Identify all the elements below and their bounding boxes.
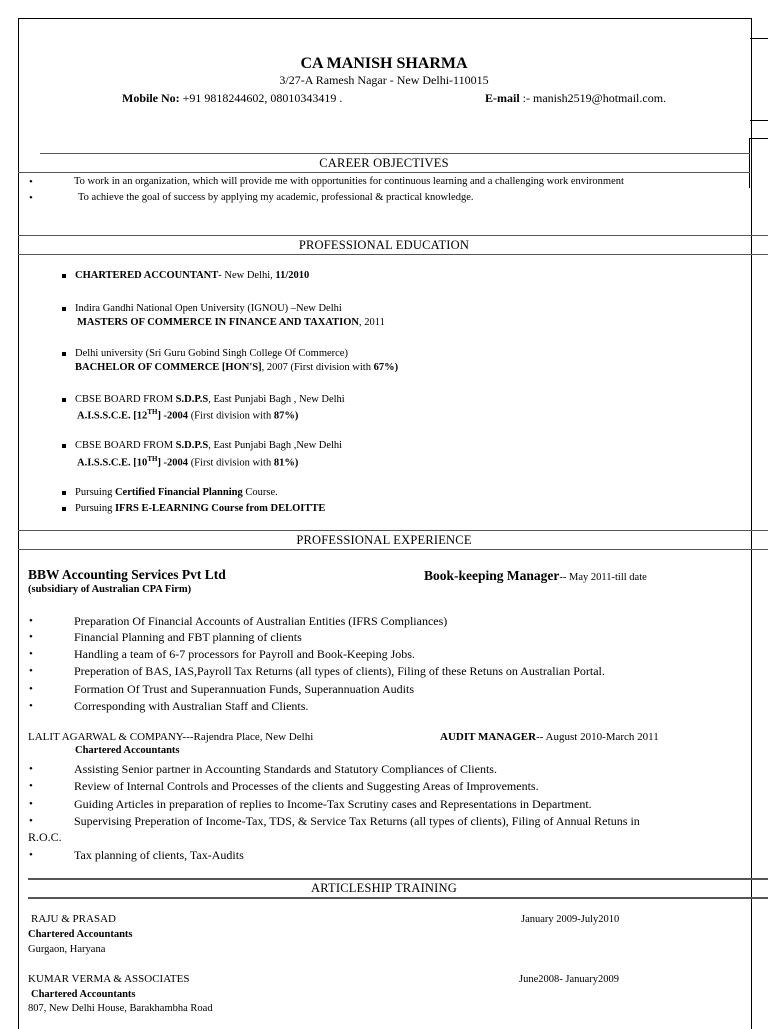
edu-aissce10-a: A.I.S.S.C.E. [10 (77, 457, 148, 469)
address: 3/27-A Ramesh Nagar - New Delhi-110015 (279, 73, 489, 87)
edu-cfp (75, 487, 278, 498)
job2-item: Review of Internal Controls and Processes of the clients and Suggesting Areas of Improvements. (74, 779, 539, 793)
career-item: To work in an organization, which will provide me with opportunities for continuous learning and a challenging work environment (74, 176, 624, 187)
job1-role-line (424, 567, 647, 585)
edu-cbse12-school: S.D.P.S (175, 394, 209, 405)
job2-roc: R.O.C. (28, 830, 62, 844)
edu-aissce12-b: ] -2004 (157, 410, 189, 422)
job2-role-line (440, 731, 659, 743)
edu-cbse12-pre: CBSE BOARD FROM (75, 394, 176, 405)
bullet (62, 352, 66, 356)
edu-cbse12 (75, 394, 345, 405)
edge-mark (750, 38, 768, 39)
bullet (62, 307, 66, 311)
bullet: • (29, 780, 33, 792)
job1-item: Preperation of BAS, IAS,Payroll Tax Returns (all types of clients), Filing of these Retuns on Australian Portal. (74, 664, 605, 678)
firm2-date: June2008- January2009 (519, 974, 620, 985)
job1-item: Handling a team of 6-7 processors for Payroll and Book-Keeping Jobs. (74, 647, 415, 661)
mobile-line (122, 91, 342, 106)
bullet: • (29, 615, 33, 627)
bullet: • (29, 683, 33, 695)
bullet: • (29, 700, 33, 712)
firm1-location: Gurgaon, Haryana (28, 944, 106, 955)
edu-bcom-title: BACHELOR OF COMMERCE [HON'S] (75, 362, 262, 373)
edu-ca-place: - New Delhi, (218, 270, 276, 281)
edu-aissce12-sup: TH (147, 408, 158, 416)
bullet: • (29, 648, 33, 660)
education-title: PROFESSIONAL EDUCATION (298, 238, 470, 252)
bullet: • (29, 763, 33, 775)
job2-item: Tax planning of clients, Tax-Audits (74, 848, 244, 862)
bullet: • (29, 192, 33, 204)
edu-ca (75, 270, 309, 281)
edge-mark (750, 120, 768, 121)
edu-ca-date: 11/2010 (275, 270, 310, 281)
edu-ifrs-course: IFRS E-LEARNING Course from DELOITTE (114, 503, 326, 514)
edu-aissce10-b: ] -2004 (157, 457, 189, 469)
edu-aissce12-rest: (First division with (188, 410, 274, 422)
email-label: E-mail (485, 91, 520, 105)
job2-item: Assisting Senior partner in Accounting Standards and Statutory Compliances of Clients. (74, 762, 497, 776)
bullet (62, 491, 66, 495)
firm1-name: RAJU & PRASAD (31, 913, 116, 925)
bullet: • (29, 631, 33, 643)
edu-bcom-detail: , 2007 (First division with (261, 362, 374, 373)
divider (28, 878, 768, 880)
mobile-value: +91 9818244602, 08010343419 . (182, 91, 343, 105)
bullet: • (29, 798, 33, 810)
bullet: • (29, 849, 33, 861)
job1-company: BBW Accounting Services Pvt Ltd (28, 567, 226, 582)
edu-bcom (75, 362, 398, 373)
job1-item: Preparation Of Financial Accounts of Australian Entities (IFRS Compliances) (74, 614, 448, 628)
career-title: CAREER OBJECTIVES (319, 156, 449, 170)
divider (40, 153, 750, 154)
edu-cbse10 (75, 440, 342, 451)
bullet: • (29, 815, 33, 827)
bullet (62, 444, 66, 448)
job2-date: -- August 2010-March 2011 (536, 731, 659, 743)
divider (18, 530, 768, 531)
divider (18, 549, 768, 550)
edu-aissce10-pct: 81%) (273, 457, 299, 469)
firm2-name: KUMAR VERMA & ASSOCIATES (28, 973, 190, 985)
edu-aissce12-a: A.I.S.S.C.E. [12 (77, 410, 148, 422)
candidate-name: CA MANISH SHARMA (300, 55, 468, 72)
firm2-location: 807, New Delhi House, Barakhambha Road (28, 1003, 213, 1014)
edu-cfp-pre: Pursuing (75, 487, 115, 498)
edu-ifrs-pre: Pursuing (75, 503, 115, 514)
email-line (485, 91, 666, 106)
edu-bcom-pct: 67%) (373, 362, 399, 373)
edu-aissce10 (77, 455, 298, 469)
job1-date: -- May 2011-till date (559, 572, 647, 583)
articleship-title: ARTICLESHIP TRAINING (311, 881, 457, 895)
edu-cbse10-school: S.D.P.S (175, 440, 209, 451)
edge-mark (750, 138, 768, 139)
edu-cfp-post: Course. (242, 487, 278, 498)
bullet (62, 507, 66, 511)
bullet (62, 398, 66, 402)
job2-item: Supervising Preperation of Income-Tax, TDS, & Service Tax Returns (all types of clients), Filing of Annual Retuns in (74, 814, 640, 828)
job2-role: AUDIT MANAGER (440, 731, 537, 743)
bullet: • (29, 176, 33, 188)
job1-item: Formation Of Trust and Superannuation Funds, Superannuation Audits (74, 682, 414, 696)
job1-role: Book-keeping Manager (424, 568, 560, 583)
job1-item: Corresponding with Australian Staff and Clients. (74, 699, 309, 713)
email-value: :- manish2519@hotmail.com. (522, 91, 667, 105)
divider (18, 235, 768, 236)
job1-subsidiary: (subsidiary of Australian CPA Firm) (28, 584, 192, 595)
edu-ignou: Indira Gandhi National Open University (IGNOU) –New Delhi (75, 303, 342, 314)
edu-mcom-title: MASTERS OF COMMERCE IN FINANCE AND TAXATION (77, 317, 359, 328)
firm1-subtitle: Chartered Accountants (28, 929, 133, 940)
edu-cbse12-place: , East Punjabi Bagh , New Delhi (208, 394, 345, 405)
edu-aissce12 (77, 408, 298, 422)
edu-aissce10-rest: (First division with (188, 457, 274, 469)
edu-ifrs (75, 503, 325, 514)
edu-cfp-course: Certified Financial Planning (114, 487, 243, 498)
edu-cbse10-place: , East Punjabi Bagh ,New Delhi (208, 440, 343, 451)
job1-item: Financial Planning and FBT planning of clients (74, 630, 302, 644)
edu-ca-title: CHARTERED ACCOUNTANT (75, 270, 219, 281)
edu-aissce12-pct: 87%) (273, 410, 299, 422)
experience-title: PROFESSIONAL EXPERIENCE (296, 533, 472, 547)
firm2-subtitle: Chartered Accountants (31, 989, 136, 1000)
edu-cbse10-pre: CBSE BOARD FROM (75, 440, 176, 451)
divider (28, 897, 768, 899)
bullet: • (29, 665, 33, 677)
divider (18, 172, 750, 173)
job2-subtitle: Chartered Accountants (75, 745, 180, 756)
mobile-label: Mobile No: (122, 91, 180, 105)
firm1-date: January 2009-July2010 (521, 914, 620, 925)
edu-du: Delhi university (Sri Guru Gobind Singh College Of Commerce) (75, 348, 348, 359)
bullet (62, 274, 66, 278)
job2-company: LALIT AGARWAL & COMPANY---Rajendra Place, New Delhi (28, 731, 314, 743)
job2-item: Guiding Articles in preparation of replies to Income-Tax Scrutiny cases and Representations in Department. (74, 797, 592, 811)
career-item: To achieve the goal of success by applying my academic, professional & practical knowledge. (78, 192, 474, 203)
edu-aissce10-sup: TH (147, 455, 158, 463)
edu-mcom (77, 317, 385, 328)
divider (18, 254, 768, 255)
edu-mcom-year: , 2011 (358, 317, 385, 328)
